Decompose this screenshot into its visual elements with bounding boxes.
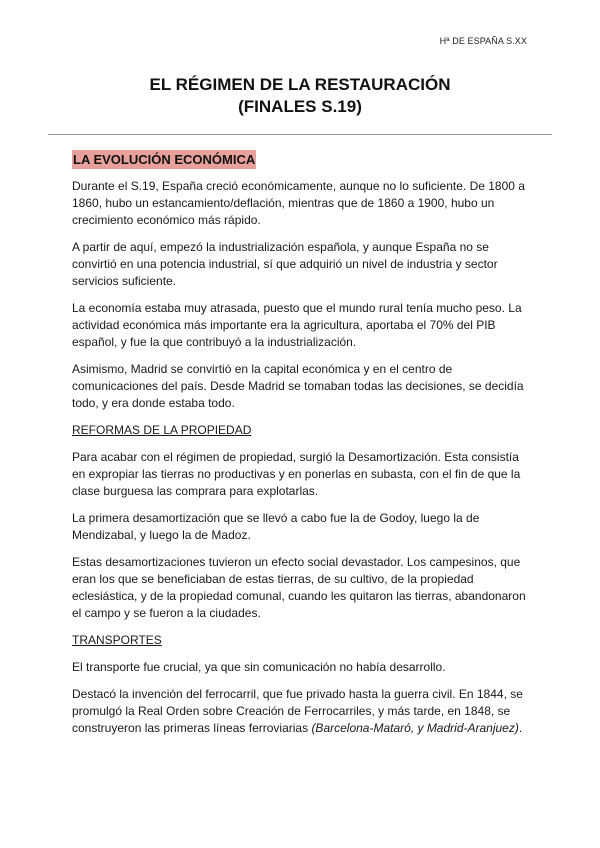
italic-routes: (Barcelona-Mataró, y Madrid-Aranjuez)	[311, 721, 519, 735]
header-note: Hª DE ESPAÑA S.XX	[439, 36, 527, 46]
paragraph-text: Destacó la invención del ferrocarril, que fue privado hasta la guerra civil. En 1844, se promulgó la Real Orden sobre Creación de Ferrocarriles, y más tarde, en 1848, se construyeron las primeras líneas ferroviarias	[72, 687, 523, 735]
page-title	[0, 74, 600, 118]
paragraph: La primera desamortización que se llevó a cabo fue la de Godoy, luego la de Mendizabal, y luego la de Madoz.	[72, 511, 480, 542]
document-body	[72, 150, 534, 747]
subheading-transportes: TRANSPORTES	[72, 633, 162, 647]
section-title: LA EVOLUCIÓN ECONÓMICA	[73, 152, 256, 167]
paragraph: Para acabar con el régimen de propiedad, surgió la Desamortización. Esta consistía en expropiar las tierras no productivas y en ponerlas en subasta, con el fin de que la clase burguesa las comprara para explotarlas.	[72, 450, 521, 498]
paragraph-ferrocarril	[72, 686, 534, 737]
title-line-2: (FINALES S.19)	[238, 97, 362, 116]
subheading-reformas: REFORMAS DE LA PROPIEDAD	[72, 423, 252, 437]
paragraph: Estas desamortizaciones tuvieron un efecto social devastador. Los campesinos, que eran los que se beneficiaban de estas tierras, de su cultivo, de la propiedad eclesiástica, y de la propiedad comunal, cuando les quitaron las tierras, abandonaron el campo y se fueron a la ciudades.	[72, 555, 526, 620]
paragraph: A partir de aquí, empezó la industrialización española, y aunque España no se convirtió en una potencia industrial, sí que adquirió un nivel de industria y sector servicios suficiente.	[72, 240, 498, 288]
paragraph: Durante el S.19, España creció económicamente, aunque no lo suficiente. De 1800 a 1860, hubo un estancamiento/deflación, mientras que de 1860 a 1900, hubo un crecimiento económico más rápido.	[72, 179, 525, 227]
paragraph: Asimismo, Madrid se convirtió en la capital económica y en el centro de comunicaciones del país. Desde Madrid se tomaban todas las decisiones, se decidía todo, y era donde estaba todo.	[72, 362, 524, 410]
title-divider	[48, 134, 552, 135]
paragraph: La economía estaba muy atrasada, puesto que el mundo rural tenía mucho peso. La actividad económica más importante era la agricultura, aportaba el 70% del PIB español, y fue la que contribuyó a la industrialización.	[72, 301, 522, 349]
paragraph: El transporte fue crucial, ya que sin comunicación no había desarrollo.	[72, 660, 446, 674]
title-line-1: EL RÉGIMEN DE LA RESTAURACIÓN	[149, 75, 451, 94]
paragraph-end: .	[518, 721, 523, 735]
